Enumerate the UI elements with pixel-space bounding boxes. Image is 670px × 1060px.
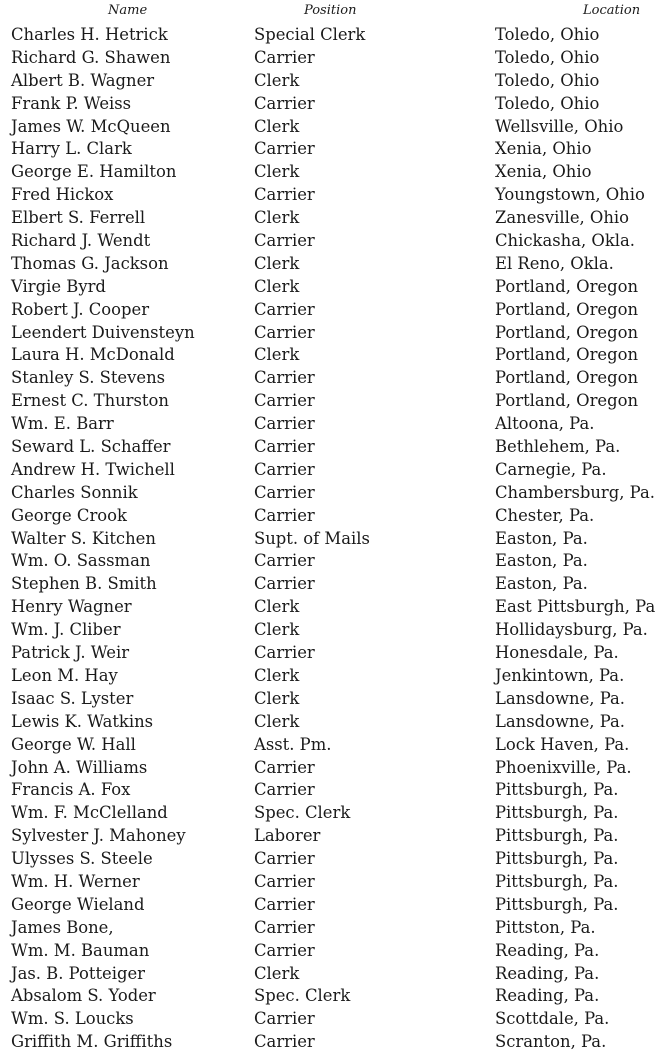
cell-position: Carrier [254,1032,315,1052]
table-row [0,825,670,848]
cell-position: Carrier [254,1009,315,1029]
cell-name: Absalom S. Yoder [11,986,156,1006]
cell-location: Reading, Pa. [495,986,600,1006]
header-position: Position [304,3,357,18]
cell-location: El Reno, Okla. [495,253,614,273]
table-row [0,1008,670,1031]
table-row [0,711,670,734]
cell-position: Carrier [254,940,315,960]
table-row [0,367,670,390]
cell-position: Carrier [254,505,315,525]
cell-location: Portland, Oregon [495,391,639,411]
cell-name: John A. Williams [11,757,148,777]
cell-name: Robert J. Cooper [11,299,150,319]
table-row [0,230,670,253]
cell-location: Hollidaysburg, Pa. [495,620,648,640]
column-header-row [0,3,670,21]
table-row [0,848,670,871]
cell-location: Easton, Pa. [495,574,588,594]
cell-name: Leon M. Hay [11,665,118,685]
cell-location: Pittston, Pa. [495,917,596,937]
cell-location: Pittsburgh, Pa. [495,803,619,823]
cell-location: Carnegie, Pa. [495,459,607,479]
cell-name: Ulysses S. Steele [11,849,153,869]
cell-name: Isaac S. Lyster [11,688,134,708]
cell-name: Andrew H. Twichell [11,459,175,479]
cell-location: Honesdale, Pa. [495,643,619,663]
cell-name: Stanley S. Stevens [11,368,166,388]
table-row [0,963,670,986]
cell-location: Pittsburgh, Pa. [495,849,619,869]
cell-name: Elbert S. Ferrell [11,208,146,228]
cell-location: Chambersburg, Pa. [495,482,655,502]
cell-name: Charles H. Hetrick [11,25,168,44]
cell-name: Wm. M. Bauman [11,940,150,960]
cell-location: Portland, Oregon [495,322,639,342]
cell-location: Lansdowne, Pa. [495,688,625,708]
cell-position: Carrier [254,185,315,205]
cell-location: Toledo, Ohio [495,47,600,67]
table-row [0,24,670,47]
cell-location: East Pittsburgh, Pa [495,597,656,617]
table-row [0,665,670,688]
cell-position: Carrier [254,849,315,869]
header-location: Location [583,3,641,18]
table-row [0,70,670,93]
cell-position: Carrier [254,139,315,159]
table-row [0,779,670,802]
table-row [0,871,670,894]
cell-name: Albert B. Wagner [11,70,155,90]
cell-position: Carrier [254,871,315,891]
cell-location: Pittsburgh, Pa. [495,894,619,914]
cell-position: Clerk [254,276,300,296]
cell-position: Clerk [254,963,300,983]
cell-location: Wellsville, Ohio [495,116,624,136]
cell-position: Carrier [254,414,315,434]
cell-position: Carrier [254,757,315,777]
cell-position: Clerk [254,688,300,708]
cell-location: Jenkintown, Pa. [495,665,625,685]
table-row [0,940,670,963]
cell-name: Laura H. McDonald [11,345,175,365]
cell-name: Henry Wagner [11,597,132,617]
cell-name: Wm. H. Werner [11,871,140,891]
table-row [0,482,670,505]
cell-name: Stephen B. Smith [11,574,157,594]
cell-name: Lewis K. Watkins [11,711,154,731]
cell-position: Clerk [254,162,300,182]
cell-location: Portland, Oregon [495,345,639,365]
cell-name: Francis A. Fox [11,780,131,800]
cell-name: Fred Hickox [11,185,114,205]
cell-position: Clerk [254,345,300,365]
cell-location: Xenia, Ohio [495,162,592,182]
table-row [0,505,670,528]
cell-location: Portland, Oregon [495,299,639,319]
cell-name: George E. Hamilton [11,162,177,182]
table-row [0,550,670,573]
table-row [0,322,670,345]
cell-position: Carrier [254,917,315,937]
cell-name: Thomas G. Jackson [11,253,169,273]
cell-location: Lock Haven, Pa. [495,734,630,754]
table-row [0,138,670,161]
table-row [0,299,670,322]
table-row [0,116,670,139]
cell-name: George W. Hall [11,734,136,754]
table-row [0,757,670,780]
cell-name: Patrick J. Weir [11,643,130,663]
cell-name: Wm. E. Barr [11,414,114,434]
table-row [0,985,670,1008]
cell-name: Seward L. Schaffer [11,437,171,457]
header-name: Name [108,3,148,18]
cell-position: Spec. Clerk [254,986,351,1006]
cell-position: Carrier [254,93,315,113]
cell-location: Chester, Pa. [495,505,595,525]
cell-position: Special Clerk [254,25,366,44]
cell-position: Carrier [254,482,315,502]
cell-position: Clerk [254,597,300,617]
cell-name: Wm. J. Cliber [11,620,121,640]
table-row [0,276,670,299]
cell-name: Charles Sonnik [11,482,138,502]
cell-location: Toledo, Ohio [495,93,600,113]
cell-name: George Crook [11,505,127,525]
cell-position: Clerk [254,711,300,731]
table-row [0,161,670,184]
cell-position: Carrier [254,391,315,411]
cell-name: James W. McQueen [11,116,171,136]
cell-name: Leendert Duivensteyn [11,322,195,342]
cell-position: Spec. Clerk [254,803,351,823]
cell-location: Portland, Oregon [495,368,639,388]
cell-location: Toledo, Ohio [495,25,600,44]
cell-name: Walter S. Kitchen [11,528,156,548]
table-row [0,344,670,367]
cell-position: Carrier [254,643,315,663]
cell-location: Zanesville, Ohio [495,208,630,228]
table-row [0,528,670,551]
table-row [0,253,670,276]
table-row [0,436,670,459]
roster-list [0,24,670,1054]
cell-location: Pittsburgh, Pa. [495,826,619,846]
table-row [0,207,670,230]
cell-location: Scranton, Pa. [495,1032,607,1052]
cell-name: Virgie Byrd [11,276,106,296]
cell-location: Easton, Pa. [495,551,588,571]
cell-name: Griffith M. Griffiths [11,1032,173,1052]
cell-position: Carrier [254,459,315,479]
cell-position: Carrier [254,368,315,388]
cell-location: Bethlehem, Pa. [495,437,621,457]
cell-location: Altoona, Pa. [495,414,595,434]
cell-location: Youngstown, Ohio [495,185,645,205]
cell-position: Clerk [254,665,300,685]
table-row [0,573,670,596]
cell-location: Reading, Pa. [495,963,600,983]
cell-name: Wm. O. Sassman [11,551,151,571]
cell-position: Supt. of Mails [254,528,370,548]
table-row [0,596,670,619]
cell-location: Xenia, Ohio [495,139,592,159]
cell-position: Clerk [254,208,300,228]
cell-position: Clerk [254,116,300,136]
cell-position: Carrier [254,299,315,319]
cell-name: Richard J. Wendt [11,231,151,251]
cell-name: Wm. F. McClelland [11,803,168,823]
cell-position: Carrier [254,47,315,67]
table-row [0,459,670,482]
cell-position: Clerk [254,620,300,640]
cell-location: Toledo, Ohio [495,70,600,90]
table-row [0,413,670,436]
cell-position: Carrier [254,574,315,594]
table-row [0,47,670,70]
cell-name: Richard G. Shawen [11,47,171,67]
cell-name: Harry L. Clark [11,139,132,159]
table-row [0,894,670,917]
cell-name: James Bone, [11,917,114,937]
cell-location: Scottdale, Pa. [495,1009,610,1029]
table-row [0,390,670,413]
cell-position: Carrier [254,322,315,342]
cell-location: Lansdowne, Pa. [495,711,625,731]
cell-position: Carrier [254,551,315,571]
cell-name: Sylvester J. Mahoney [11,826,186,846]
cell-location: Pittsburgh, Pa. [495,871,619,891]
cell-position: Clerk [254,253,300,273]
cell-position: Clerk [254,70,300,90]
table-row [0,619,670,642]
table-row [0,93,670,116]
table-row [0,642,670,665]
table-row [0,802,670,825]
table-row [0,917,670,940]
cell-name: Wm. S. Loucks [11,1009,134,1029]
cell-name: Ernest C. Thurston [11,391,169,411]
cell-location: Easton, Pa. [495,528,588,548]
cell-name: Jas. B. Potteiger [11,963,146,983]
cell-name: Frank P. Weiss [11,93,132,113]
cell-location: Chickasha, Okla. [495,231,635,251]
cell-name: George Wieland [11,894,145,914]
table-row [0,1031,670,1054]
cell-position: Laborer [254,826,321,846]
table-row [0,688,670,711]
cell-location: Pittsburgh, Pa. [495,780,619,800]
cell-position: Carrier [254,894,315,914]
cell-position: Carrier [254,231,315,251]
cell-location: Portland, Oregon [495,276,639,296]
table-row [0,184,670,207]
cell-position: Asst. Pm. [254,734,332,754]
cell-location: Reading, Pa. [495,940,600,960]
cell-position: Carrier [254,437,315,457]
table-row [0,734,670,757]
cell-position: Carrier [254,780,315,800]
cell-location: Phoenixville, Pa. [495,757,632,777]
